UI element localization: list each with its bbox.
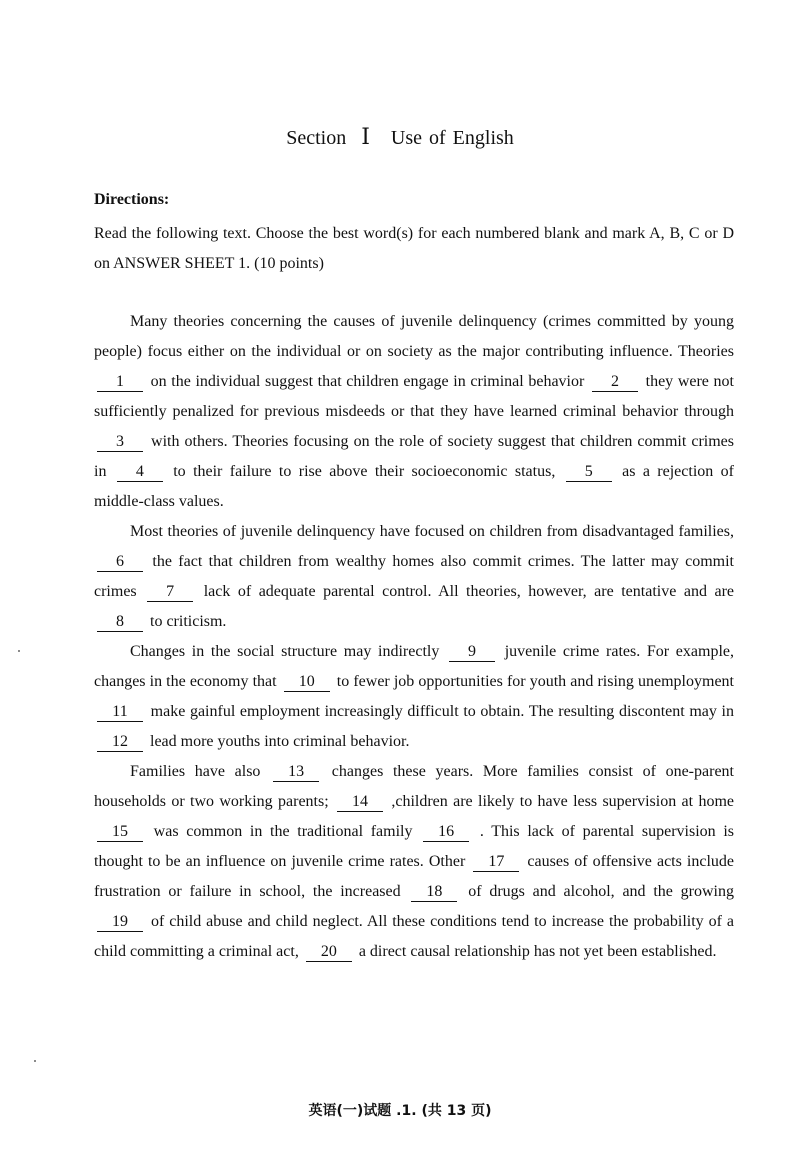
passage-text: changes these years. More families consist of one-parent households or two working parents; — [94, 763, 734, 810]
blank-13: 13 — [273, 763, 319, 782]
passage-text: to criticism. — [146, 613, 227, 630]
blank-14: 14 — [337, 793, 383, 812]
blank-1: 1 — [97, 373, 143, 392]
scan-speck — [34, 1060, 36, 1062]
passage-text: Many theories concerning the causes of juvenile delinquency (crimes committed by young people) focus either on the individual or on society as the major contributing influence. Theories — [94, 313, 734, 360]
passage-text: lack of adequate parental control. All theories, however, are tentative and are — [196, 583, 734, 600]
blank-4: 4 — [117, 463, 163, 482]
passage-text: Changes in the social structure may indirectly — [130, 643, 447, 660]
blank-18: 18 — [411, 883, 457, 902]
blank-5: 5 — [566, 463, 612, 482]
directions-text: Read the following text. Choose the best word(s) for each numbered blank and mark A, B, C or D on ANSWER SHEET 1. (10 points) — [94, 225, 734, 272]
paragraph-2 — [94, 517, 734, 637]
paragraph-1 — [94, 307, 734, 517]
passage-text: they were not sufficiently penalized for previous misdeeds or that they have learned criminal behavior through — [94, 373, 734, 420]
passage — [94, 307, 734, 967]
blank-10: 10 — [284, 673, 330, 692]
directions-heading: Directions: — [94, 191, 170, 208]
blank-20: 20 — [306, 943, 352, 962]
paragraph-4 — [94, 757, 734, 967]
passage-text: on the individual suggest that children engage in criminal behavior — [146, 373, 589, 390]
blank-2: 2 — [592, 373, 638, 392]
section-name: Use of English — [390, 127, 514, 149]
passage-text: to fewer job opportunities for youth and rising unemployment — [332, 673, 734, 690]
blank-15: 15 — [97, 823, 143, 842]
passage-text: as a rejection of middle-class values. — [94, 463, 734, 510]
passage-text: to their failure to rise above their socioeconomic status, — [165, 463, 563, 480]
passage-text: a direct causal relationship has not yet been established. — [354, 943, 717, 960]
passage-text: causes of offensive acts include frustration or failure in school, the increased — [94, 853, 735, 900]
section-title — [0, 124, 800, 150]
passage-text: ,children are likely to have less supervision at home — [386, 793, 734, 810]
blank-12: 12 — [97, 733, 143, 752]
passage-text: juvenile crime rates. For example, changes in the economy that — [94, 643, 734, 690]
passage-text: the fact that children from wealthy homes also commit crimes. The latter may commit crimes — [94, 553, 734, 600]
passage-text: Families have also — [130, 763, 271, 780]
passage-text: of child abuse and child neglect. All these conditions tend to increase the probability of a child committing a criminal act, — [94, 913, 734, 960]
passage-text: was common in the traditional family — [146, 823, 421, 840]
passage-text: . This lack of parental supervision is thought to be an influence on juvenile crime rates. Other — [94, 823, 734, 870]
section-label: Section — [286, 127, 347, 149]
blank-8: 8 — [97, 613, 143, 632]
blank-9: 9 — [449, 643, 495, 662]
passage-text: with others. Theories focusing on the role of society suggest that children commit crimes in — [94, 433, 734, 480]
passage-text: lead more youths into criminal behavior. — [146, 733, 410, 750]
page-footer: 英语(一)试题 .1. (共 13 页) — [308, 1103, 492, 1119]
blank-6: 6 — [97, 553, 143, 572]
blank-19: 19 — [97, 913, 143, 932]
blank-11: 11 — [97, 703, 143, 722]
passage-text: Most theories of juvenile delinquency have focused on children from disadvantaged families, — [130, 523, 734, 540]
scan-speck — [18, 650, 20, 652]
blank-17: 17 — [473, 853, 519, 872]
section-numeral: Ⅰ — [361, 124, 370, 149]
blank-3: 3 — [97, 433, 143, 452]
blank-7: 7 — [147, 583, 193, 602]
paragraph-3 — [94, 637, 734, 757]
passage-text: make gainful employment increasingly difficult to obtain. The resulting discontent may in — [146, 703, 734, 720]
passage-text: of drugs and alcohol, and the growing — [460, 883, 734, 900]
blank-16: 16 — [423, 823, 469, 842]
